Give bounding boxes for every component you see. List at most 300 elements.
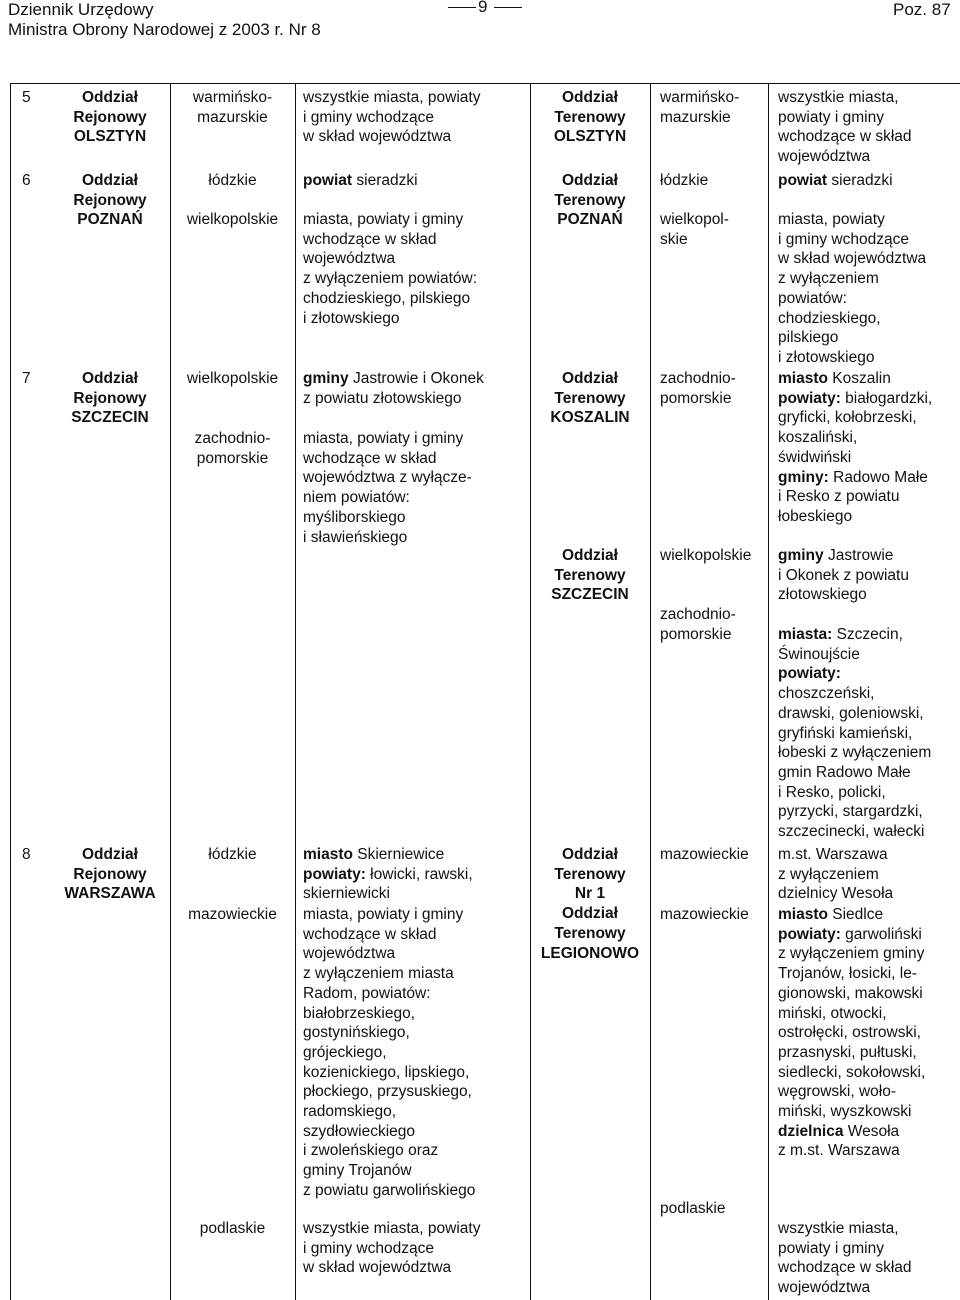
text-line — [778, 88, 960, 108]
text-line — [303, 309, 529, 329]
text-run: gionowski, makowski — [778, 984, 923, 1002]
text-line — [778, 127, 960, 147]
territorial-unit-name — [530, 88, 650, 147]
text-line: Oddział — [82, 370, 138, 387]
territorial-voivodeship-name — [660, 546, 768, 566]
text-run: szczecinecki, wałecki — [778, 823, 925, 841]
territorial-voivodeship-name — [660, 1199, 768, 1219]
text-line — [303, 1063, 529, 1083]
row-number: 6 — [22, 172, 31, 189]
text-run: drawski, goleniowski, — [778, 704, 924, 722]
jurisdiction-scope — [303, 88, 529, 147]
territorial-jurisdiction-scope — [778, 171, 960, 191]
bold-term: miasto — [303, 846, 353, 863]
bold-term: powiaty: — [778, 665, 841, 683]
text-run: wchodzące w skład — [303, 925, 437, 943]
text-line — [303, 230, 529, 250]
text-line — [778, 743, 960, 763]
text-line — [303, 528, 529, 548]
bold-term: miasto — [778, 370, 828, 387]
position-number: Poz. 87 — [893, 0, 951, 19]
territorial-unit-name — [530, 845, 650, 963]
text-run: Radowo Małe — [828, 468, 928, 486]
text-line — [778, 1258, 960, 1278]
text-line — [778, 566, 960, 586]
text-run: z wyłączeniem — [778, 865, 879, 883]
text-run: w skład województwa — [303, 1259, 452, 1277]
text-run: wchodzące w skład — [303, 230, 437, 248]
text-line: OLSZTYN — [553, 128, 627, 146]
text-line — [303, 449, 529, 469]
text-run: i Resko, policki, — [778, 783, 886, 801]
territorial-unit-name — [530, 546, 650, 605]
text-line — [303, 1102, 529, 1122]
text-line: POZNAŃ — [557, 211, 623, 229]
text-run: wchodzące w skład — [778, 128, 912, 146]
text-run: grójeckiego, — [303, 1043, 387, 1061]
text-run: wszystkie miasta, powiaty — [303, 1220, 481, 1237]
text-line: łódzkie — [660, 172, 709, 189]
text-line — [778, 845, 960, 865]
text-run: miński, wyszkowski — [778, 1103, 912, 1121]
text-line — [778, 1278, 960, 1298]
jurisdiction-scope — [303, 429, 529, 547]
text-run: i gminy wchodzące — [778, 230, 909, 248]
bold-term: gminy: — [778, 468, 829, 486]
text-run: pyrzycki, stargardzki, — [778, 803, 923, 821]
text-line — [303, 845, 529, 865]
text-run: powiaty i gminy — [778, 1239, 884, 1257]
text-line — [303, 1161, 529, 1181]
text-run: pilskiego — [778, 329, 839, 347]
text-run: województwa z wyłącze- — [303, 469, 472, 487]
text-line: Terenowy — [554, 389, 626, 407]
text-line — [778, 1004, 960, 1024]
jurisdiction-scope — [303, 210, 529, 328]
regional-unit-name — [50, 88, 170, 147]
text-run: i zwoleńskiego oraz — [303, 1142, 439, 1160]
territorial-voivodeship-name — [660, 369, 768, 408]
text-line — [303, 925, 529, 945]
text-line: SZCZECIN — [71, 409, 149, 427]
text-line — [303, 1239, 529, 1259]
text-run: i gminy wchodzące — [303, 1239, 434, 1257]
row-number: 8 — [22, 846, 31, 863]
text-line: POZNAŃ — [77, 211, 143, 229]
text-run: Szczecin, — [832, 626, 903, 643]
text-run: z powiatu garwolińskiego — [303, 1181, 476, 1199]
text-run: Radom, powiatów: — [303, 984, 431, 1002]
text-line — [778, 1141, 960, 1161]
text-line — [778, 905, 960, 925]
bold-term: gminy — [303, 370, 349, 387]
text-line — [778, 763, 960, 783]
text-line — [778, 328, 960, 348]
text-line — [778, 289, 960, 309]
text-line — [778, 1102, 960, 1122]
text-line: WARSZAWA — [64, 885, 156, 903]
text-line — [778, 964, 960, 984]
grid-line — [295, 83, 296, 1300]
text-run: myśliborskiego — [303, 508, 406, 526]
territorial-jurisdiction-scope — [778, 905, 960, 1161]
text-run: z m.st. Warszawa — [778, 1142, 900, 1160]
text-line — [303, 249, 529, 269]
text-run: białogardzki, — [840, 389, 933, 407]
text-line: pomorskie — [660, 625, 732, 643]
bold-term: powiaty: — [778, 925, 841, 943]
text-run: gostynińskiego, — [303, 1024, 410, 1042]
text-line — [778, 309, 960, 329]
territorial-jurisdiction-scope — [778, 625, 960, 842]
text-run: miasta, powiaty — [778, 211, 885, 228]
text-line — [303, 488, 529, 508]
text-line — [778, 389, 960, 409]
text-run: Skierniewice — [352, 846, 445, 863]
text-run: płockiego, przysuskiego, — [303, 1083, 472, 1101]
text-line: skie — [660, 230, 688, 248]
text-run: Jastrowie i Okonek — [348, 370, 484, 387]
text-run: wszystkie miasta, — [778, 1220, 899, 1237]
text-run: miasta, powiaty i gminy — [303, 906, 464, 923]
text-run: dzielnicy Wesoła — [778, 885, 894, 903]
text-line: warmińsko- — [660, 89, 740, 106]
text-run: i Okonek z powiatu — [778, 566, 909, 584]
text-line — [303, 1043, 529, 1063]
bold-term: powiaty: — [303, 865, 366, 883]
text-line: wielkopolskie — [186, 211, 279, 228]
text-line — [778, 230, 960, 250]
text-line — [778, 249, 960, 269]
text-line: Oddział — [82, 89, 138, 106]
text-line — [303, 1004, 529, 1024]
publication-title: Dziennik Urzędowy — [8, 0, 154, 19]
text-line — [303, 1082, 529, 1102]
header-rule-right — [494, 7, 522, 8]
text-line — [303, 468, 529, 488]
text-line: OLSZTYN — [73, 128, 147, 146]
text-line — [778, 1082, 960, 1102]
territorial-jurisdiction-scope — [778, 88, 960, 167]
text-line — [778, 487, 960, 507]
text-run: i Resko z powiatu — [778, 488, 900, 506]
text-run: i gminy wchodzące — [303, 108, 434, 126]
text-line — [778, 546, 960, 566]
text-run: wszystkie miasta, powiaty — [303, 89, 481, 106]
text-line: mazurskie — [197, 108, 268, 126]
territorial-voivodeship-name — [660, 171, 768, 191]
territorial-voivodeship-name — [660, 605, 768, 644]
text-line — [303, 905, 529, 925]
bold-term: gminy — [778, 547, 824, 564]
text-run: Trojanów, łosicki, le- — [778, 965, 917, 983]
text-line — [778, 664, 960, 684]
text-line — [778, 147, 960, 167]
text-line: Oddział — [562, 846, 618, 863]
text-run: z wyłączeniem miasta — [303, 965, 454, 983]
text-line — [778, 108, 960, 128]
text-run: chodzieskiego, — [778, 309, 881, 327]
text-line — [778, 783, 960, 803]
territorial-voivodeship-name — [660, 88, 768, 127]
text-run: z wyłączeniem powiatów: — [303, 270, 478, 288]
text-line: Rejonowy — [73, 108, 147, 126]
text-line: pomorskie — [660, 389, 732, 407]
text-line — [778, 1023, 960, 1043]
text-line — [303, 210, 529, 230]
text-line — [778, 704, 960, 724]
text-run: radomskiego, — [303, 1103, 397, 1121]
table-top-rule — [10, 83, 960, 84]
text-line: warmińsko- — [192, 89, 273, 106]
text-line: mazowieckie — [660, 906, 749, 923]
text-line: Terenowy — [554, 191, 626, 209]
text-line — [303, 88, 529, 108]
text-line: Oddział — [82, 172, 138, 189]
text-line: Rejonowy — [73, 191, 147, 209]
jurisdiction-scope — [303, 905, 529, 1201]
regional-unit-name — [50, 171, 170, 230]
grid-line — [530, 83, 531, 1300]
text-run: białobrzeskiego, — [303, 1004, 416, 1022]
text-line — [303, 429, 529, 449]
text-run: Siedlce — [827, 906, 884, 923]
text-run: kozienickiego, lipskiego, — [303, 1063, 470, 1081]
text-line — [303, 1122, 529, 1142]
text-line: Oddział — [562, 905, 618, 923]
text-run: województwa — [303, 250, 396, 268]
text-run: powiatów: — [778, 289, 847, 307]
text-run: wchodzące w skład — [303, 449, 437, 467]
text-line: zachodnio- — [660, 370, 736, 387]
text-run: gryficki, kołobrzeski, — [778, 409, 917, 427]
text-run: miasta, powiaty i gminy — [303, 211, 464, 228]
text-run: świdwiński — [778, 448, 852, 466]
text-line: Oddział — [82, 846, 138, 863]
text-run: Koszalin — [827, 370, 891, 387]
voivodeship-name — [170, 88, 295, 127]
text-line: Oddział — [562, 370, 618, 387]
voivodeship-name — [170, 845, 295, 865]
text-line — [778, 625, 960, 645]
text-run: skierniewicki — [303, 885, 390, 903]
text-line — [303, 1258, 529, 1278]
text-line — [778, 468, 960, 488]
row-number: 7 — [22, 370, 31, 387]
text-run: m.st. Warszawa — [778, 846, 888, 863]
text-run: koszaliński, — [778, 429, 858, 447]
text-line — [778, 802, 960, 822]
text-line: podlaskie — [660, 1200, 726, 1217]
text-run: gmin Radowo Małe — [778, 763, 911, 781]
text-run: choszczeński, — [778, 685, 875, 703]
text-line — [778, 925, 960, 945]
text-line: Oddział — [562, 172, 618, 189]
text-run: miasta, powiaty i gminy — [303, 430, 464, 447]
text-run: Świnoujście — [778, 645, 860, 663]
text-line — [778, 944, 960, 964]
grid-line — [10, 83, 11, 1300]
text-run: łobeskiego — [778, 507, 853, 525]
text-line — [303, 1023, 529, 1043]
text-run: niem powiatów: — [303, 489, 410, 507]
territorial-voivodeship-name — [660, 845, 768, 865]
text-line — [778, 348, 960, 368]
text-line: zachodnio- — [660, 606, 736, 623]
territorial-jurisdiction-scope — [778, 845, 960, 904]
text-line — [303, 289, 529, 309]
text-line: Rejonowy — [73, 865, 147, 883]
text-line — [303, 944, 529, 964]
text-line: SZCZECIN — [551, 586, 629, 604]
text-line — [778, 585, 960, 605]
territorial-voivodeship-name — [660, 905, 768, 925]
text-line: łódzkie — [208, 172, 257, 189]
text-run: garwoliński — [840, 925, 922, 943]
voivodeship-name — [170, 210, 295, 230]
text-line: mazowieckie — [660, 846, 749, 863]
voivodeship-name — [170, 171, 295, 191]
text-run: w skład województwa — [778, 250, 927, 268]
voivodeship-name — [170, 369, 295, 389]
text-run: i sławieńskiego — [303, 528, 408, 546]
text-line: LEGIONOWO — [540, 944, 640, 962]
text-run: województwa — [303, 945, 396, 963]
regional-unit-name — [50, 845, 170, 904]
text-line — [778, 724, 960, 744]
text-line — [303, 508, 529, 528]
text-line: Terenowy — [554, 566, 626, 584]
text-run: złotowskiego — [778, 586, 867, 604]
text-line — [778, 984, 960, 1004]
territorial-jurisdiction-scope — [778, 1219, 960, 1298]
grid-line — [170, 83, 171, 1300]
text-line — [778, 448, 960, 468]
text-run: sieradzki — [827, 172, 893, 189]
text-line — [778, 507, 960, 527]
territorial-jurisdiction-scope — [778, 210, 960, 368]
text-line — [778, 210, 960, 230]
text-run: z wyłączeniem gminy — [778, 945, 925, 963]
bold-term: miasta: — [778, 626, 833, 643]
header-rule-left — [448, 7, 476, 8]
regional-unit-name — [50, 369, 170, 428]
text-line: wielkopolskie — [660, 547, 752, 564]
row-number: 5 — [22, 89, 31, 106]
grid-line — [650, 83, 651, 1300]
territorial-jurisdiction-scope — [778, 369, 960, 527]
text-line — [778, 684, 960, 704]
text-line: mazurskie — [660, 108, 731, 126]
territorial-voivodeship-name — [660, 210, 768, 249]
text-run: Wesoła — [843, 1122, 900, 1140]
jurisdiction-scope — [303, 845, 529, 904]
text-line: Nr 1 — [574, 885, 606, 903]
text-run: gminy Trojanów — [303, 1162, 412, 1180]
text-line: Rejonowy — [73, 389, 147, 407]
bold-term: powiat — [303, 172, 353, 189]
text-line — [303, 171, 529, 191]
text-line — [778, 1043, 960, 1063]
text-line — [303, 127, 529, 147]
text-line: zachodnio- — [194, 430, 271, 447]
grid-line — [768, 83, 769, 1300]
text-line — [303, 1181, 529, 1201]
text-line: Oddział — [562, 547, 618, 564]
text-run: chodzieskiego, pilskiego — [303, 289, 471, 307]
text-line: KOSZALIN — [550, 409, 630, 427]
text-line: Terenowy — [554, 865, 626, 883]
text-line — [303, 1141, 529, 1161]
territorial-unit-name — [530, 171, 650, 230]
text-line: Oddział — [562, 89, 618, 106]
text-line — [303, 269, 529, 289]
text-line — [303, 389, 529, 409]
bold-term: powiaty: — [778, 389, 841, 407]
text-run: szydłowieckiego — [303, 1122, 415, 1140]
text-line — [778, 1063, 960, 1083]
text-run: łobeski z wyłączeniem — [778, 744, 932, 762]
text-line: łódzkie — [208, 846, 257, 863]
text-line: wielkopol- — [660, 211, 729, 228]
text-line — [778, 1239, 960, 1259]
text-line — [778, 408, 960, 428]
text-line — [778, 369, 960, 389]
text-line — [778, 1219, 960, 1239]
text-run: województwa — [778, 148, 871, 166]
text-line: pomorskie — [196, 449, 269, 467]
text-run: województwa — [778, 1279, 871, 1297]
voivodeship-name — [170, 905, 295, 925]
text-run: z wyłączeniem — [778, 270, 879, 288]
text-line — [778, 428, 960, 448]
text-run: powiaty i gminy — [778, 108, 884, 126]
territorial-unit-name — [530, 369, 650, 428]
text-line — [303, 865, 529, 885]
text-line — [778, 1122, 960, 1142]
text-run: przasnyski, pułtuski, — [778, 1043, 917, 1061]
jurisdiction-scope — [303, 171, 529, 191]
bold-term: powiat — [778, 172, 828, 189]
text-line — [303, 964, 529, 984]
text-run: ostrołęcki, ostrowski, — [778, 1024, 921, 1042]
bold-term: miasto — [778, 906, 828, 923]
text-line — [778, 822, 960, 842]
text-line — [303, 369, 529, 389]
text-line: podlaskie — [199, 1220, 266, 1237]
text-run: z powiatu złotowskiego — [303, 389, 462, 407]
text-run: węgrowski, woło- — [778, 1083, 897, 1101]
text-run: sieradzki — [352, 172, 418, 189]
text-run: Jastrowie — [823, 547, 894, 564]
text-line — [778, 171, 960, 191]
text-line — [303, 108, 529, 128]
text-line: wielkopolskie — [186, 370, 279, 387]
text-run: i złotowskiego — [303, 309, 400, 327]
text-line — [303, 1219, 529, 1239]
text-line — [778, 269, 960, 289]
text-run: wchodzące w skład — [778, 1259, 912, 1277]
text-run: i złotowskiego — [778, 348, 875, 366]
text-line — [778, 645, 960, 665]
text-line — [303, 884, 529, 904]
text-run: siedlecki, sokołowski, — [778, 1063, 926, 1081]
jurisdiction-scope — [303, 369, 529, 408]
text-line — [303, 984, 529, 1004]
text-line: mazowieckie — [188, 906, 277, 923]
voivodeship-name — [170, 429, 295, 468]
text-line — [778, 884, 960, 904]
